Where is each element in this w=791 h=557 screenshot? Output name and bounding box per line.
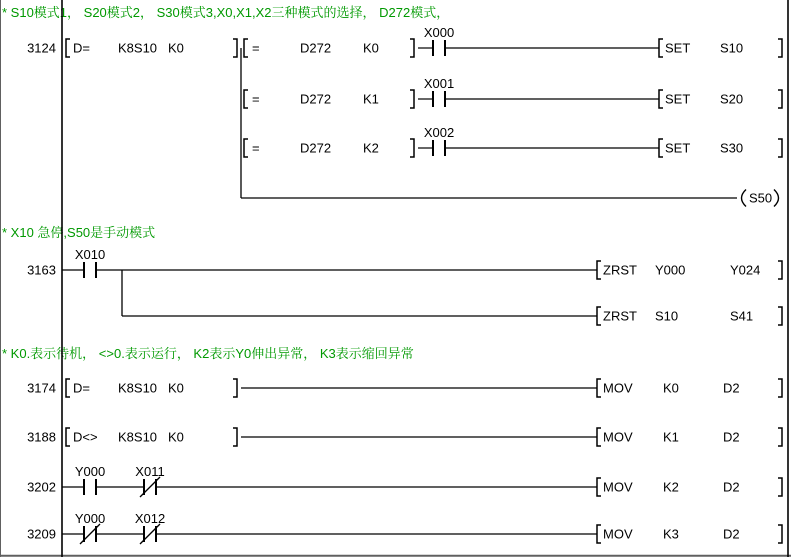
open-bracket [659,39,663,57]
instruction-SET-S20[interactable] [659,90,782,108]
close-bracket [778,379,782,397]
instruction-D=-K8S10-K0[interactable] [66,39,237,57]
coil-right-arc [774,190,779,207]
operand-text: Y024 [730,262,761,278]
contact-X001[interactable] [424,76,454,107]
operand-text: MOV [603,429,633,445]
open-bracket [244,39,248,57]
open-bracket [597,261,601,279]
operand-text: D= [73,40,90,56]
operand-text: K8S10 [118,40,158,56]
operand-text: D2 [723,526,740,542]
rung-step-number: 3209 [27,526,56,542]
operand-text: D272 [300,40,332,56]
close-bracket [410,39,414,57]
rung-comment[interactable]: * K0.表示待机， <>0.表示运行， K2表示Y0伸出异常， K3表示缩回异常 [2,346,414,361]
open-bracket [244,139,248,157]
open-bracket [597,525,601,543]
operand-text: K2 [663,479,679,495]
instruction-=-D272-K2[interactable] [244,139,414,157]
operand-text: S10 [655,308,679,324]
instruction-ZRST-Y000-Y024[interactable] [597,261,782,279]
operand-text: K3 [663,526,679,542]
open-bracket [66,39,70,57]
operand-text: SET [665,91,691,107]
operand-text: SET [665,40,691,56]
close-bracket [778,478,782,496]
operand-text: Y000 [655,262,686,278]
instruction-MOV-K2-D2[interactable] [597,478,782,496]
close-bracket [778,261,782,279]
close-bracket [410,90,414,108]
operand-text: SET [665,140,691,156]
operand-text: MOV [603,526,633,542]
operand-text: D272 [300,140,332,156]
rung-comment[interactable]: * X10 急停,S50是手动模式 [2,225,156,240]
operand-text: = [252,40,260,56]
operand-text: S10 [720,40,744,56]
operand-text: K1 [663,429,679,445]
operand-text: K0 [363,40,379,56]
close-bracket [233,428,237,446]
operand-text: K0 [168,380,184,396]
contact-X002[interactable] [424,125,454,156]
contact-X000[interactable] [424,25,454,56]
operand-text: K8S10 [118,380,158,396]
operand-text: D= [73,380,90,396]
operand-text: D2 [723,380,740,396]
open-bracket [597,307,601,325]
open-bracket [659,139,663,157]
contact-label: X001 [423,76,455,91]
contact-X011-nc[interactable] [135,464,164,497]
contact-label: Y000 [74,511,106,526]
operand-text: K2 [363,140,379,156]
contact-label: X010 [74,247,106,262]
instruction-=-D272-K0[interactable] [244,39,414,57]
operand-text: MOV [603,479,633,495]
close-bracket [410,139,414,157]
open-bracket [597,478,601,496]
instruction-MOV-K0-D2[interactable] [597,379,782,397]
operand-text: S30 [720,140,744,156]
close-bracket [233,379,237,397]
operand-text: S20 [720,91,744,107]
instruction-ZRST-S10-S41[interactable] [597,307,782,325]
rung-step-number: 3174 [27,380,56,396]
close-bracket [778,139,782,157]
coil-left-arc [742,190,747,207]
operand-text: D272 [300,91,332,107]
operand-text: ZRST [603,262,637,278]
rung-step-number: 3163 [27,262,56,278]
contact-label: X002 [423,125,455,140]
contact-label: Y000 [74,464,106,479]
close-bracket [778,39,782,57]
operand-text: K8S10 [118,429,158,445]
open-bracket [597,379,601,397]
operand-text: K0 [168,429,184,445]
operand-text: = [252,140,260,156]
close-bracket [233,39,237,57]
contact-X012-nc[interactable] [135,511,165,544]
contact-label: X012 [134,511,166,526]
open-bracket [244,90,248,108]
operand-text: S41 [730,308,754,324]
open-bracket [66,379,70,397]
rung-step-number: 3124 [27,40,56,56]
close-bracket [778,90,782,108]
operand-text: D<> [73,429,98,445]
instruction-D=-K8S10-K0[interactable] [66,379,237,397]
instruction-SET-S10[interactable] [659,39,782,57]
instruction-MOV-K1-D2[interactable] [597,428,782,446]
coil-label: S50 [749,190,773,206]
contact-Y000[interactable] [75,464,105,495]
rung-step-number: 3188 [27,429,56,445]
instruction-MOV-K3-D2[interactable] [597,525,782,543]
instruction-=-D272-K1[interactable] [244,90,414,108]
open-bracket [597,428,601,446]
open-bracket [659,90,663,108]
close-bracket [778,525,782,543]
instruction-SET-S30[interactable] [659,139,782,157]
instruction-D<>-K8S10-K0[interactable] [66,428,237,446]
operand-text: K0 [168,40,184,56]
operand-text: D2 [723,429,740,445]
close-bracket [778,428,782,446]
operand-text: MOV [603,380,633,396]
operand-text: K0 [663,380,679,396]
contact-Y000-nc[interactable] [75,511,105,544]
rung-step-number: 3202 [27,479,56,495]
contact-label: X011 [135,464,165,479]
contact-X010[interactable] [75,247,105,278]
contact-label: X000 [423,25,455,40]
open-bracket [66,428,70,446]
close-bracket [778,307,782,325]
operand-text: = [252,91,260,107]
rung-comment[interactable]: * S10模式1， S20模式2， S30模式3,X0,X1,X2三种模式的选择， D272模式， [2,5,450,20]
operand-text: K1 [363,91,379,107]
coil-S50[interactable] [742,190,779,207]
operand-text: ZRST [603,308,637,324]
operand-text: D2 [723,479,740,495]
